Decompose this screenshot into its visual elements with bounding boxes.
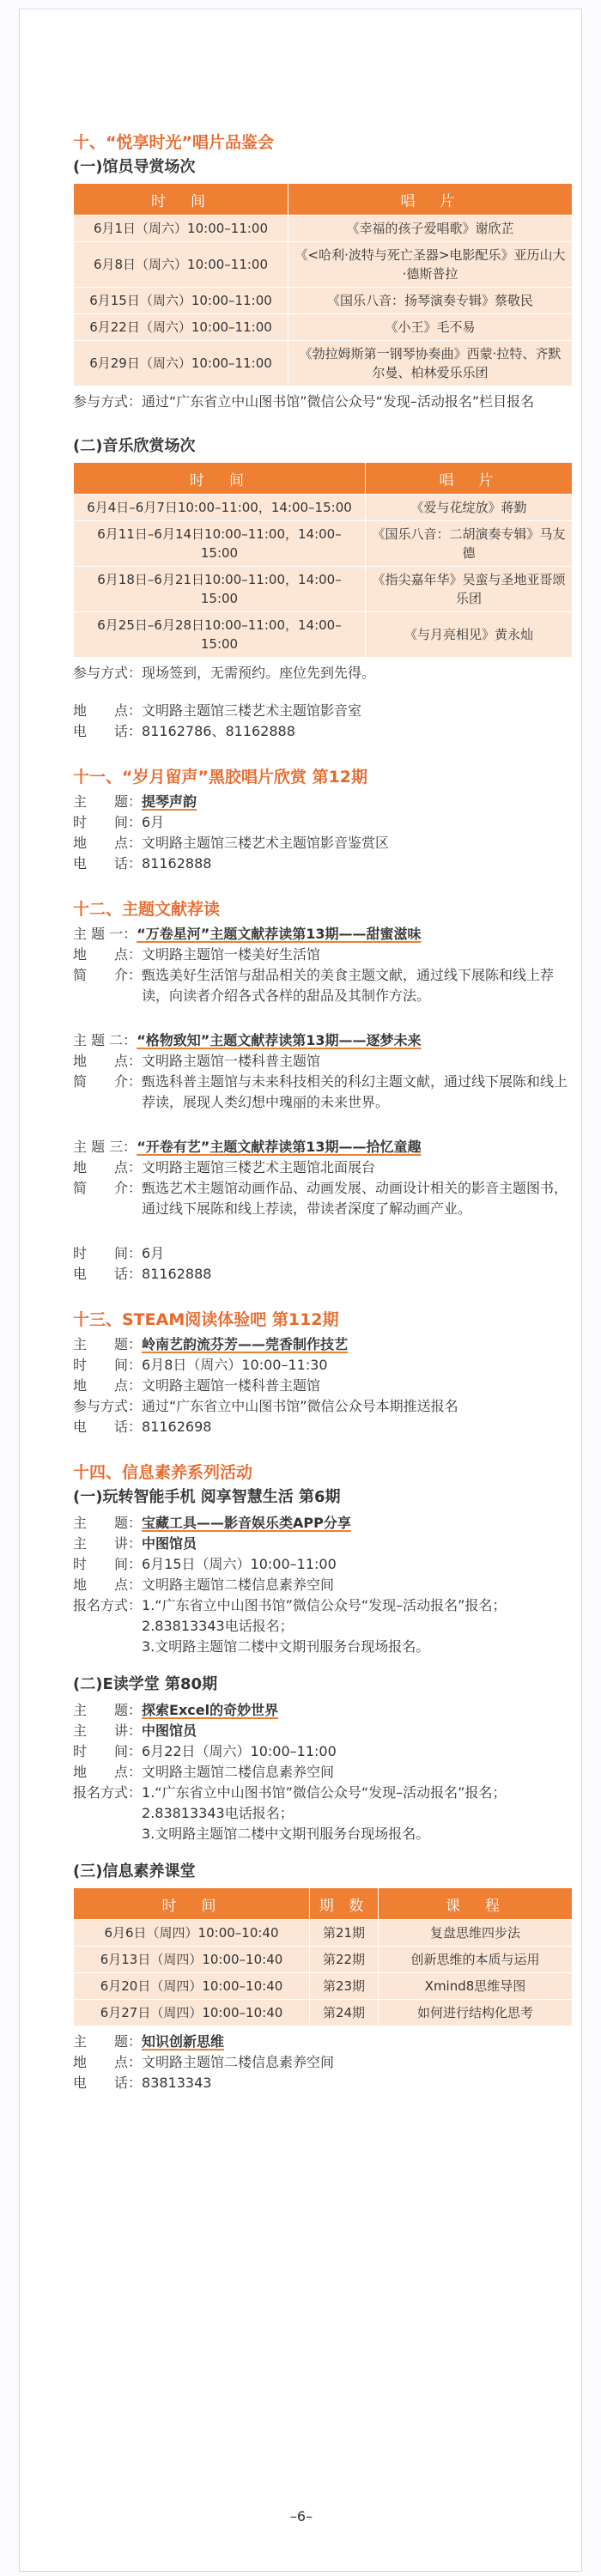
table-row — [74, 242, 573, 288]
time: 时 间： 6月 — [73, 1245, 165, 1261]
time: 时 间： 6月8日（周六）10:00–11:30 — [73, 1357, 328, 1373]
page-number: –6– — [289, 2508, 313, 2524]
telephone: 电 话： 81162888 — [73, 855, 212, 872]
address: 地 点： 文明路主题馆二楼信息素养空间 — [73, 1764, 335, 1780]
registration: 报名方式： 1.“广东省立中山图书馆”微信公众号“发现–活动报名”报名； 2.83813343电话报名； 3.文明路主题馆二楼中文期刊服务台现场报名。 — [73, 1784, 507, 1842]
cell-time: 6月22日（周六）10:00–11:00 — [74, 314, 288, 341]
address: 地 点： 文明路主题馆二楼信息素养空间 — [73, 1577, 335, 1593]
cell-record: 《小王》毛不易 — [288, 314, 573, 341]
table-row — [74, 567, 573, 612]
table-row: 6月6日（周四）10:00–10:40 第21期 复盘思维四步法 — [74, 1920, 573, 1947]
cell-time: 6月29日（周六）10:00–11:00 — [74, 341, 288, 386]
time: 时 间： 6月15日（周六）10:00–11:00 — [73, 1556, 337, 1572]
col-time: 时 间 — [74, 184, 288, 216]
address: 地 点： 文明路主题馆二楼信息素养空间 — [73, 2054, 335, 2070]
registration: 报名方式： 1.“广东省立中山图书馆”微信公众号“发现–活动报名”报名； 2.83813343电话报名； 3.文明路主题馆二楼中文期刊服务台现场报名。 — [73, 1597, 507, 1655]
cell-time: 6月15日（周六）10:00–11:00 — [74, 288, 288, 314]
section-10-title: 十、“悦享时光”唱片品鉴会 — [73, 133, 274, 152]
telephone: 电 话： 83813343 — [73, 2075, 212, 2091]
section-11-title: 十一、“岁月留声”黑胶唱片欣赏 第12期 — [73, 768, 368, 787]
table-row: 6月13日（周四）10:00–10:40 第22期 创新思维的本质与运用 — [74, 1947, 573, 1973]
theme-1: 主 题 一： “万卷星河”主题文献荐读第13期——甜蜜滋味 地 点： 文明路主题馆一楼美好生活馆 简 介： 甄选美好生活馆与甜品相关的美食主题文献，通过线下展陈和线上荐读，向读者介绍各式各样的甜品及其制作方法。 — [73, 926, 555, 1004]
section-14-sub2: (二)E读学堂 第80期 — [73, 1675, 218, 1693]
cell-record: 《指尖嘉年华》吴蛮与圣地亚哥颂乐团 — [366, 567, 573, 612]
col-record: 唱 片 — [288, 184, 573, 216]
table-row — [74, 341, 573, 386]
time: 时 间： 6月22日（周六）10:00–11:00 — [73, 1743, 337, 1759]
cell-record: 《幸福的孩子爱唱歌》谢欣芷 — [288, 216, 573, 242]
table-row — [74, 495, 573, 521]
section-12-title: 十二、主题文献荐读 — [73, 900, 221, 919]
theme: 主 题： 知识创新思维 — [73, 2033, 225, 2050]
table-row — [74, 314, 573, 341]
time: 时 间： 6月 — [73, 814, 165, 830]
section-14-sub1: (一)玩转智能手机 阅享智慧生活 第6期 — [73, 1488, 341, 1506]
col-record: 唱 片 — [366, 463, 573, 495]
page — [19, 9, 582, 2572]
theme-2: 主 题 二： “格物致知”主题文献荐读第13期——逐梦未来 地 点： 文明路主题馆一楼科普主题馆 简 介： 甄选科普主题馆与未来科技相关的科幻主题文献，通过线下展陈和线上荐读，展现人类幻想中瑰丽的未来世界。 — [73, 1032, 568, 1110]
cell-time: 6月25日–6月28日10:00–11:00，14:00–15:00 — [74, 612, 366, 658]
col-issue: 期 数 — [310, 1888, 379, 1920]
telephone: 电 话： 81162698 — [73, 1419, 212, 1435]
join-method-1: 参与方式： 通过“广东省立中山图书馆”微信公众号“发现–活动报名”栏目报名 — [73, 393, 535, 410]
cell-record: 《国乐八音：扬琴演奏专辑》蔡敬民 — [288, 288, 573, 314]
cell-time: 6月11日–6月14日10:00–11:00，14:00–15:00 — [74, 521, 366, 567]
join-method-2: 参与方式： 现场签到，无需预约。座位先到先得。 — [73, 665, 376, 681]
speaker: 主 讲： 中图馆员 — [73, 1535, 197, 1552]
cell-record: 《勃拉姆斯第一钢琴协奏曲》西蒙·拉特、齐默尔曼、柏林爱乐乐团 — [288, 341, 573, 386]
table-row: 6月27日（周四）10:00–10:40 第24期 如何进行结构化思考 — [74, 2000, 573, 2026]
cell-record: 《爱与花绽放》蒋勤 — [366, 495, 573, 521]
cell-time: 6月1日（周六）10:00–11:00 — [74, 216, 288, 242]
music-sessions-table — [73, 462, 573, 658]
table-row — [74, 216, 573, 242]
cell-record: 《国乐八音：二胡演奏专辑》马友德 — [366, 521, 573, 567]
table-row — [74, 288, 573, 314]
col-course: 课 程 — [379, 1888, 573, 1920]
guided-sessions-table — [73, 183, 573, 386]
table-row: 6月20日（周四）10:00–10:40 第23期 Xmind8思维导图 — [74, 1973, 573, 2000]
join-method: 参与方式： 通过“广东省立中山图书馆”微信公众号本期推送报名 — [73, 1398, 458, 1414]
table-row — [74, 612, 573, 658]
theme: 主 题： 提琴声韵 — [73, 793, 197, 810]
cell-time: 6月4日–6月7日10:00–11:00，14:00–15:00 — [74, 495, 366, 521]
section-13-title: 十三、STEAM阅读体验吧 第112期 — [73, 1310, 339, 1329]
speaker: 主 讲： 中图馆员 — [73, 1722, 197, 1739]
col-time: 时 间 — [74, 463, 366, 495]
section-10-sub1: (一)馆员导赏场次 — [73, 158, 196, 176]
cell-record: 《与月亮相见》黄永灿 — [366, 612, 573, 658]
section-10-sub2: (二)音乐欣赏场次 — [73, 437, 196, 455]
theme: 主 题： 岭南艺韵流芬芳——莞香制作技艺 — [73, 1336, 349, 1352]
theme: 主 题： 探索Excel的奇妙世界 — [73, 1702, 279, 1718]
info-literacy-table — [73, 1887, 573, 2026]
address: 地 点： 文明路主题馆一楼科普主题馆 — [73, 1377, 321, 1394]
col-time: 时 间 — [74, 1888, 310, 1920]
table-row — [74, 521, 573, 567]
cell-time: 6月18日–6月21日10:00–11:00，14:00–15:00 — [74, 567, 366, 612]
section-14-title: 十四、信息素养系列活动 — [73, 1463, 253, 1482]
theme-3: 主 题 三： “开卷有艺”主题文献荐读第13期——拾忆童趣 地 点： 文明路主题馆三楼艺术主题馆北面展台 简 介： 甄选艺术主题馆动画作品、动画发展、动画设计相关的影音主题图书，通过线下展陈和线上荐读，带读者深度了解动画产业。 — [73, 1139, 568, 1217]
address: 地 点： 文明路主题馆三楼艺术主题馆影音室 — [73, 702, 362, 719]
content — [73, 131, 573, 2093]
telephone: 电 话： 81162888 — [73, 1266, 212, 1282]
theme: 主 题： 宝藏工具——影音娱乐类APP分享 — [73, 1515, 351, 1531]
section-14-sub3: (三)信息素养课堂 — [73, 1862, 196, 1880]
address: 地 点： 文明路主题馆三楼艺术主题馆影音鉴赏区 — [73, 835, 390, 851]
cell-record: 《<哈利·波特与死亡圣器>电影配乐》亚历山大·德斯普拉 — [288, 242, 573, 288]
telephone: 电 话： 81162786、81162888 — [73, 723, 295, 739]
cell-time: 6月8日（周六）10:00–11:00 — [74, 242, 288, 288]
